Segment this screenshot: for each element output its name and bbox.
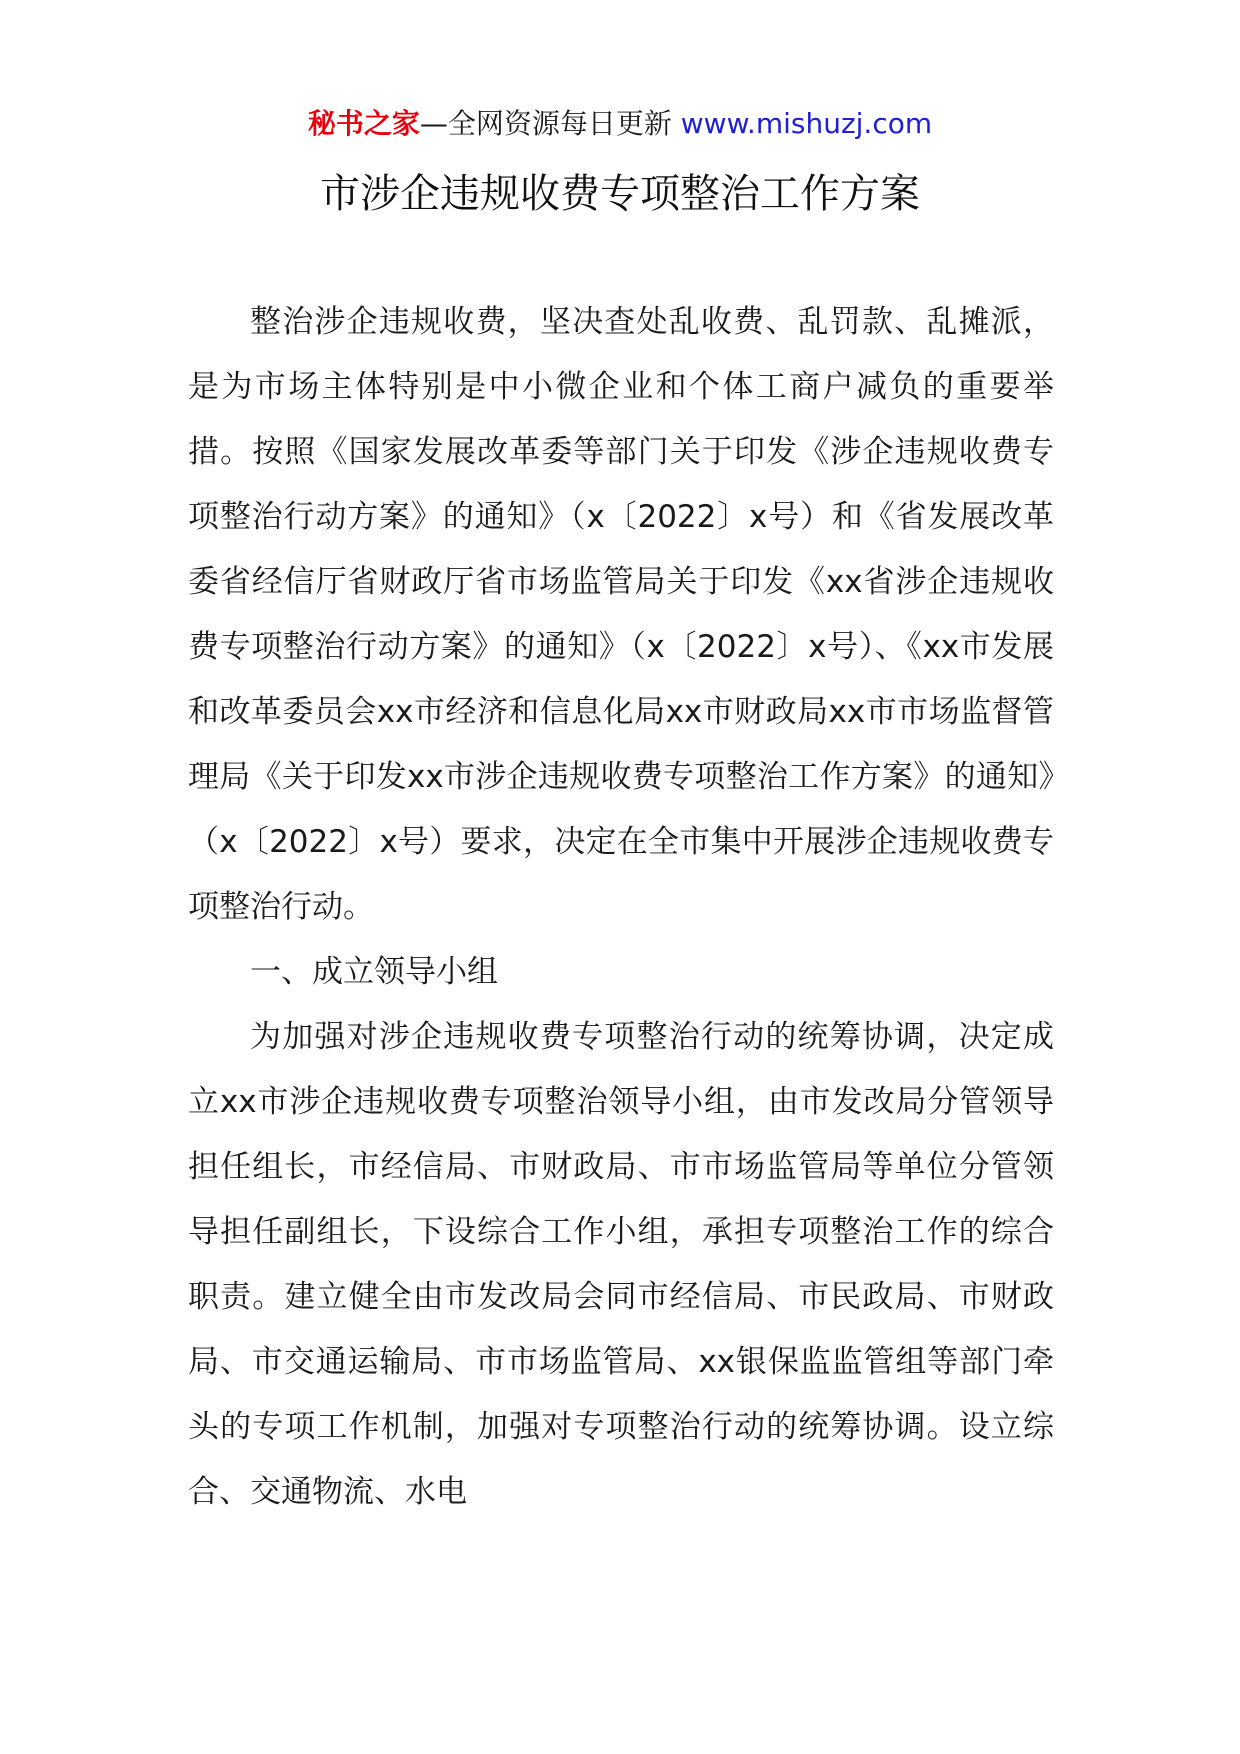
paragraph-intro: 整治涉企违规收费，坚决查处乱收费、乱罚款、乱摊派，是为市场主体特别是中小微企业和个体工商户减负的重要举措。按照《国家发展改革委等部门关于印发《涉企违规收费专项整治行动方案》的通知》（x〔2022〕x号）和《省发展改革委省经信厅省财政厅省市场监管局关于印发《xx省涉企违规收费专项整治行动方案》的通知》（x〔2022〕x号）、《xx市发展和改革委员会xx市经济和信息化局xx市财政局xx市市场监督管理局《关于印发xx市涉企违规收费专项整治工作方案》的通知》（x〔2022〕x号）要求，决定在全市集中开展涉企违规收费专项整治行动。 bbox=[188, 304, 1054, 925]
site-url[interactable]: www.mishuzj.com bbox=[680, 107, 933, 140]
document-body bbox=[188, 290, 1054, 1525]
banner-tagline: —全网资源每日更新 bbox=[419, 107, 681, 140]
brand-name: 秘书之家 bbox=[307, 107, 420, 140]
paragraph-leadership: 为加强对涉企违规收费专项整治行动的统筹协调，决定成立xx市涉企违规收费专项整治领导小组，由市发改局分管领导担任组长，市经信局、市财政局、市市场监管局等单位分管领导担任副组长，下设综合工作小组，承担专项整治工作的综合职责。建立健全由市发改局会同市经信局、市民政局、市财政局、市交通运输局、市市场监管局、xx银保监监管组等部门牵头的专项工作机制，加强对专项整治行动的统筹协调。设立综合、交通物流、水电 bbox=[188, 1019, 1054, 1510]
document-title: 市涉企违规收费专项整治工作方案 bbox=[320, 171, 920, 217]
section-heading: 一、成立领导小组 bbox=[250, 954, 498, 990]
site-banner bbox=[0, 104, 1240, 144]
